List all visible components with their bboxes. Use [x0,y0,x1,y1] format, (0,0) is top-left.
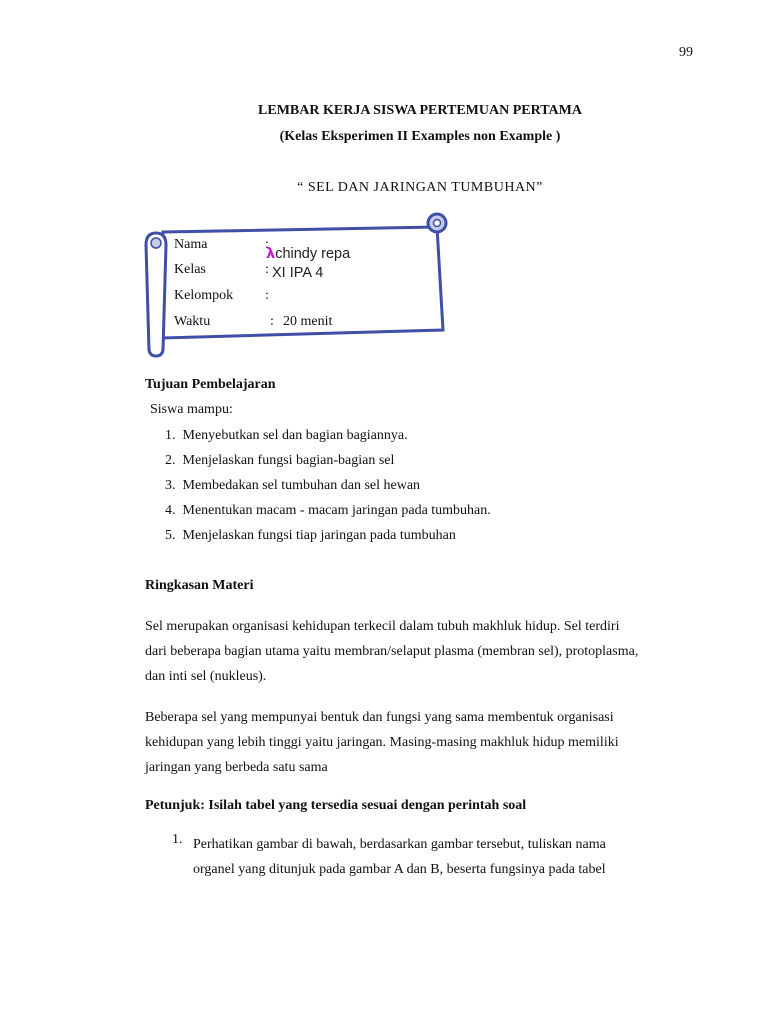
list-item [165,503,491,519]
instruction-text [193,832,606,882]
list-number: 3. [165,478,176,493]
list-text: Menjelaskan fungsi tiap jaringan pada tumbuhan [182,528,456,543]
field-sep-kelas: : [265,262,269,277]
scroll-banner-frame [0,0,768,380]
paragraph-line: Beberapa sel yang mempunyai bentuk dan fungsi yang sama membentuk organisasi [145,710,614,725]
worksheet-subtitle: (Kelas Eksperimen II Examples non Example ) [279,129,561,144]
nama-value: chindy repa [275,246,351,262]
field-label-waktu: Waktu [174,314,211,329]
list-number: 2. [165,453,176,468]
list-text: Menjelaskan fungsi bagian-bagian sel [182,453,395,468]
list-number: 1. [165,428,176,443]
paragraph-line: dan inti sel (nukleus). [145,669,267,684]
list-item [165,428,408,444]
field-label-kelompok: Kelompok [174,288,234,303]
objectives-intro: Siswa mampu: [150,402,233,417]
paragraph-line: Sel merupakan organisasi kehidupan terkecil dalam tubuh makhluk hidup. Sel terdiri [145,619,620,634]
field-value-waktu: 20 menit [283,314,333,329]
list-item [165,453,394,469]
list-text: Menyebutkan sel dan bagian bagiannya. [182,428,408,443]
instruction-line: organel yang ditunjuk pada gambar A dan B, beserta fungsinya pada tabel [193,862,606,877]
field-label-nama: Nama [174,237,208,252]
worksheet-topic: “ SEL DAN JARINGAN TUMBUHAN” [297,180,543,195]
field-value-nama[interactable] [266,246,350,262]
field-sep-waktu: : [270,314,274,329]
instruction-number: 1. [172,832,183,847]
field-sep-nama: : [265,237,269,252]
list-item [165,528,456,544]
summary-paragraph-1 [145,614,705,689]
page-number: 99 [679,45,693,60]
list-number: 5. [165,528,176,543]
field-value-kelas[interactable]: XI IPA 4 [272,265,324,281]
objectives-heading: Tujuan Pembelajaran [145,377,276,392]
list-text: Membedakan sel tumbuhan dan sel hewan [182,478,421,493]
paragraph-line: jaringan yang berbeda satu sama [145,760,328,775]
field-sep-kelompok: : [265,288,269,303]
instruction-line: Perhatikan gambar di bawah, berdasarkan gambar tersebut, tuliskan nama [193,837,606,852]
list-item [165,478,420,494]
list-number: 4. [165,503,176,518]
marker-lambda-icon: λ [266,246,276,262]
paragraph-line: dari beberapa bagian utama yaitu membran/selaput plasma (membran sel), protoplasma, [145,644,639,659]
summary-paragraph-2 [145,705,705,780]
paragraph-line: kehidupan yang lebih tinggi yaitu jaringan. Masing-masing makhluk hidup memiliki [145,735,619,750]
field-label-kelas: Kelas [174,262,206,277]
summary-heading: Ringkasan Materi [145,578,254,593]
worksheet-title: LEMBAR KERJA SISWA PERTEMUAN PERTAMA [258,103,582,118]
list-text: Menentukan macam - macam jaringan pada tumbuhan. [182,503,491,518]
instructions-heading: Petunjuk: Isilah tabel yang tersedia sesuai dengan perintah soal [145,798,527,813]
